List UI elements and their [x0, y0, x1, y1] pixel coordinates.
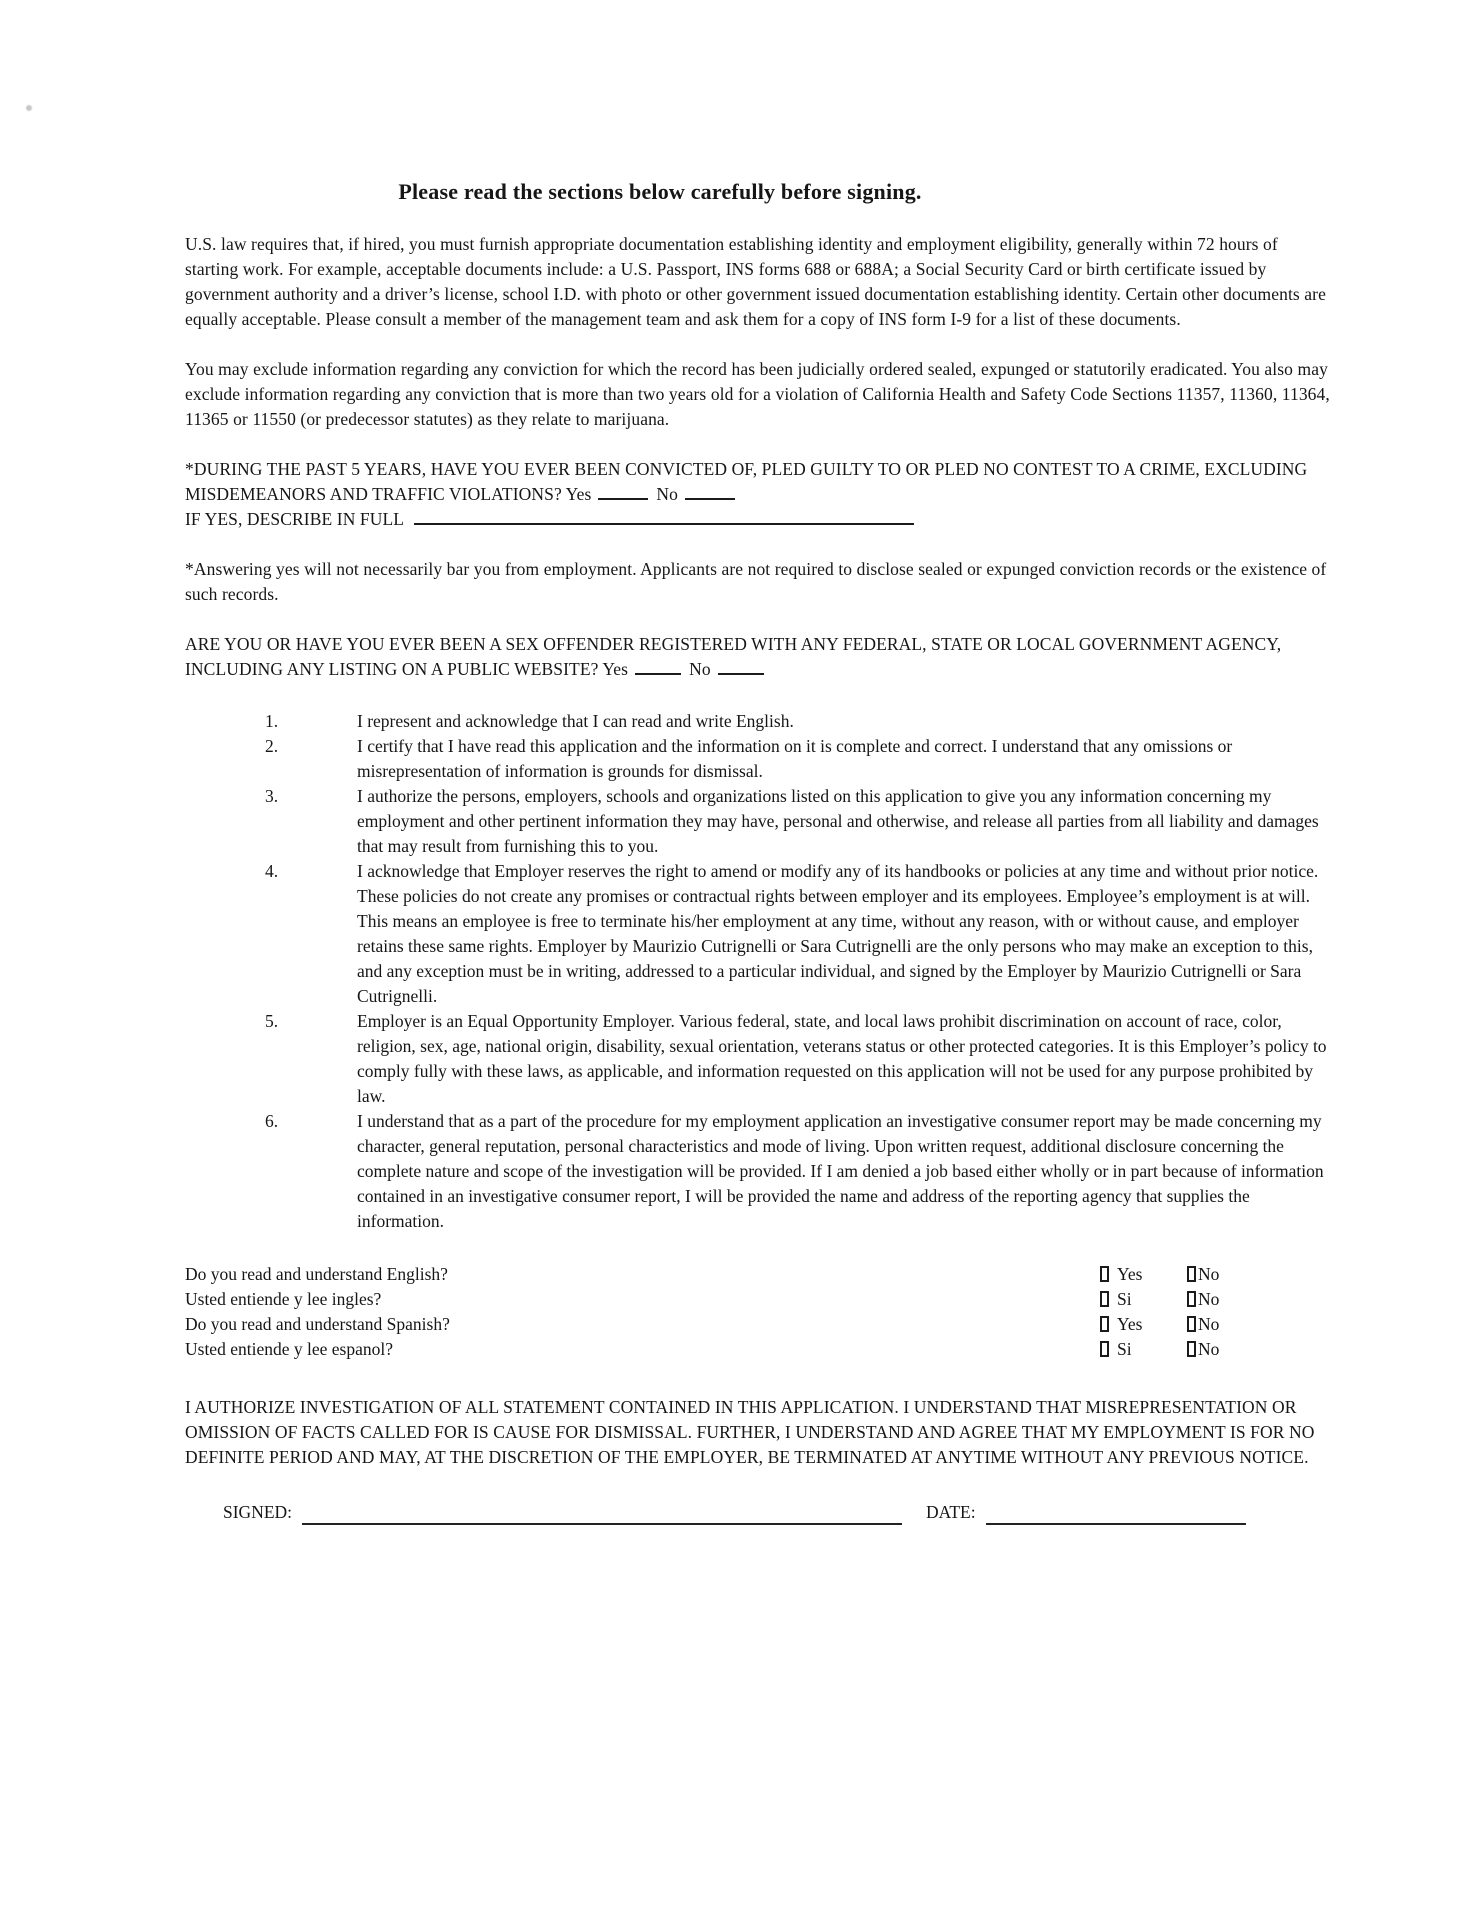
sex-offender-no-blank[interactable] [718, 660, 764, 675]
date-label: DATE: [926, 1502, 976, 1522]
language-question-row [185, 1262, 1335, 1287]
sex-offender-question-block [185, 632, 1335, 682]
item-number: 3. [265, 786, 279, 806]
acknowledgement-item [185, 859, 1335, 1009]
acknowledgement-item [185, 784, 1335, 859]
negate-checkbox[interactable] [1187, 1266, 1196, 1282]
item-number: 2. [265, 736, 279, 756]
negate-label: No [1198, 1264, 1220, 1284]
acknowledgement-list [185, 709, 1335, 1234]
scan-artifact [24, 104, 34, 112]
if-yes-label: IF YES, DESCRIBE IN FULL [185, 509, 405, 529]
conviction-yes-label: Yes [565, 484, 592, 504]
sex-offender-yes-label: Yes [602, 659, 629, 679]
affirm-checkbox[interactable] [1100, 1316, 1109, 1332]
page-title: Please read the sections below carefully before signing. [398, 179, 922, 204]
conviction-note: *Answering yes will not necessarily bar you from employment. Applicants are not required to disclose sealed or expunged conviction records or the existence of such records. [185, 559, 1327, 604]
negate-checkbox[interactable] [1187, 1341, 1196, 1357]
signature-row [185, 1500, 1335, 1525]
conviction-no-blank[interactable] [685, 485, 735, 500]
item-text: I understand that as a part of the procedure for my employment application an investigative consumer report may be made concerning my character, general reputation, personal characteristics and mode of living. Upon written request, additional disclosure concerning the complete nature and scope of the investigation will be provided. If I am denied a job based either wholly or in part because of information contained in an investigative consumer report, I will be provided the name and address of the reporting agency that supplies the information. [357, 1111, 1324, 1231]
affirm-label: Yes [1117, 1314, 1143, 1334]
negate-checkbox[interactable] [1187, 1291, 1196, 1307]
language-questions [185, 1262, 1335, 1362]
item-number: 6. [265, 1111, 279, 1131]
language-question-row [185, 1287, 1335, 1312]
item-text: I authorize the persons, employers, schools and organizations listed on this application to give you any information concerning my employment and other pertinent information they may have, personal and otherwise, and release all parties from all liability and damages that may result from furnishing this to you. [357, 786, 1319, 856]
affirm-label: Yes [1117, 1264, 1143, 1284]
sex-offender-no-label: No [689, 659, 711, 679]
conviction-question-text: *DURING THE PAST 5 YEARS, HAVE YOU EVER BEEN CONVICTED OF, PLED GUILTY TO OR PLED NO CONTEST TO A CRIME, EXCLUDING MISDEMEANORS AND TRAFFIC VIOLATIONS? [185, 459, 1308, 504]
affirm-checkbox[interactable] [1100, 1291, 1109, 1307]
document-content [185, 0, 1335, 1525]
affirm-checkbox[interactable] [1100, 1266, 1109, 1282]
item-text: I acknowledge that Employer reserves the right to amend or modify any of its handbooks or policies at any time and without prior notice. These policies do not create any promises or contractual rights between employer and its employees. Employee’s employment is at will. This means an employee is free to terminate his/her employment at any time, without any reason, with or without cause, and employer retains these same rights. Employer by Maurizio Cutrignelli or Sara Cutrignelli are the only persons who may make an exception to this, and any exception must be in writing, addressed to a particular individual, and signed by the Employer by Maurizio Cutrignelli or Sara Cutrignelli. [357, 861, 1319, 1006]
conviction-no-label: No [656, 484, 678, 504]
language-question-row [185, 1312, 1335, 1337]
sex-offender-yes-blank[interactable] [635, 660, 681, 675]
conviction-yes-blank[interactable] [598, 485, 648, 500]
item-text: I represent and acknowledge that I can read and write English. [357, 711, 794, 731]
conviction-question-block [185, 457, 1335, 532]
affirm-checkbox[interactable] [1100, 1341, 1109, 1357]
acknowledgement-item [185, 1009, 1335, 1109]
language-question-label: Usted entiende y lee ingles? [185, 1289, 382, 1309]
acknowledgement-item [185, 709, 1335, 734]
signature-line[interactable] [302, 1507, 902, 1525]
conviction-describe-blank[interactable] [414, 510, 914, 525]
intro-paragraph: U.S. law requires that, if hired, you must furnish appropriate documentation establishing identity and employment eligibility, generally within 72 hours of starting work. For example, acceptable documents include: a U.S. Passport, INS forms 688 or 688A; a Social Security Card or birth certificate issued by government authority and a driver’s license, school I.D. with photo or other government issued documentation establishing identity. Certain other documents are equally acceptable. Please consult a member of the management team and ask them for a copy of INS form I-9 for a list of these documents. [185, 234, 1326, 329]
sex-offender-question-text: ARE YOU OR HAVE YOU EVER BEEN A SEX OFFENDER REGISTERED WITH ANY FEDERAL, STATE OR LOCAL GOVERNMENT AGENCY, INCLUDING ANY LISTING ON A PUBLIC WEBSITE? [185, 634, 1282, 679]
affirm-label: Si [1117, 1339, 1132, 1359]
authorization-paragraph: I AUTHORIZE INVESTIGATION OF ALL STATEMENT CONTAINED IN THIS APPLICATION. I UNDERSTAND THAT MISREPRESENTATION OR OMISSION OF FACTS CALLED FOR IS CAUSE FOR DISMISSAL. FURTHER, I UNDERSTAND AND AGREE THAT MY EMPLOYMENT IS FOR NO DEFINITE PERIOD AND MAY, AT THE DISCRETION OF THE EMPLOYER, BE TERMINATED AT ANYTIME WITHOUT ANY PREVIOUS NOTICE. [185, 1397, 1315, 1467]
negate-label: No [1198, 1314, 1220, 1334]
signed-label: SIGNED: [223, 1502, 293, 1522]
item-number: 4. [265, 861, 279, 881]
negate-label: No [1198, 1289, 1220, 1309]
date-line[interactable] [986, 1507, 1246, 1525]
item-number: 5. [265, 1011, 279, 1031]
item-text: I certify that I have read this application and the information on it is complete and correct. I understand that any omissions or misrepresentation of information is grounds for dismissal. [357, 736, 1233, 781]
negate-checkbox[interactable] [1187, 1316, 1196, 1332]
language-question-label: Do you read and understand English? [185, 1264, 448, 1284]
item-text: Employer is an Equal Opportunity Employer. Various federal, state, and local laws prohibit discrimination on account of race, color, religion, sex, age, national origin, disability, sexual orientation, veterans status or other protected categories. It is this Employer’s policy to comply fully with these laws, as applicable, and information requested on this application will not be used for any purpose prohibited by law. [357, 1011, 1327, 1106]
language-question-label: Do you read and understand Spanish? [185, 1314, 450, 1334]
language-question-row [185, 1337, 1335, 1362]
acknowledgement-item [185, 1109, 1335, 1234]
negate-label: No [1198, 1339, 1220, 1359]
language-question-label: Usted entiende y lee espanol? [185, 1339, 393, 1359]
item-number: 1. [265, 711, 279, 731]
exclusion-paragraph: You may exclude information regarding any conviction for which the record has been judicially ordered sealed, expunged or statutorily eradicated. You also may exclude information regarding any conviction that is more than two years old for a violation of California Health and Safety Code Sections 11357, 11360, 11364, 11365 or 11550 (or predecessor statutes) as they relate to marijuana. [185, 359, 1330, 429]
affirm-label: Si [1117, 1289, 1132, 1309]
acknowledgement-item [185, 734, 1335, 784]
